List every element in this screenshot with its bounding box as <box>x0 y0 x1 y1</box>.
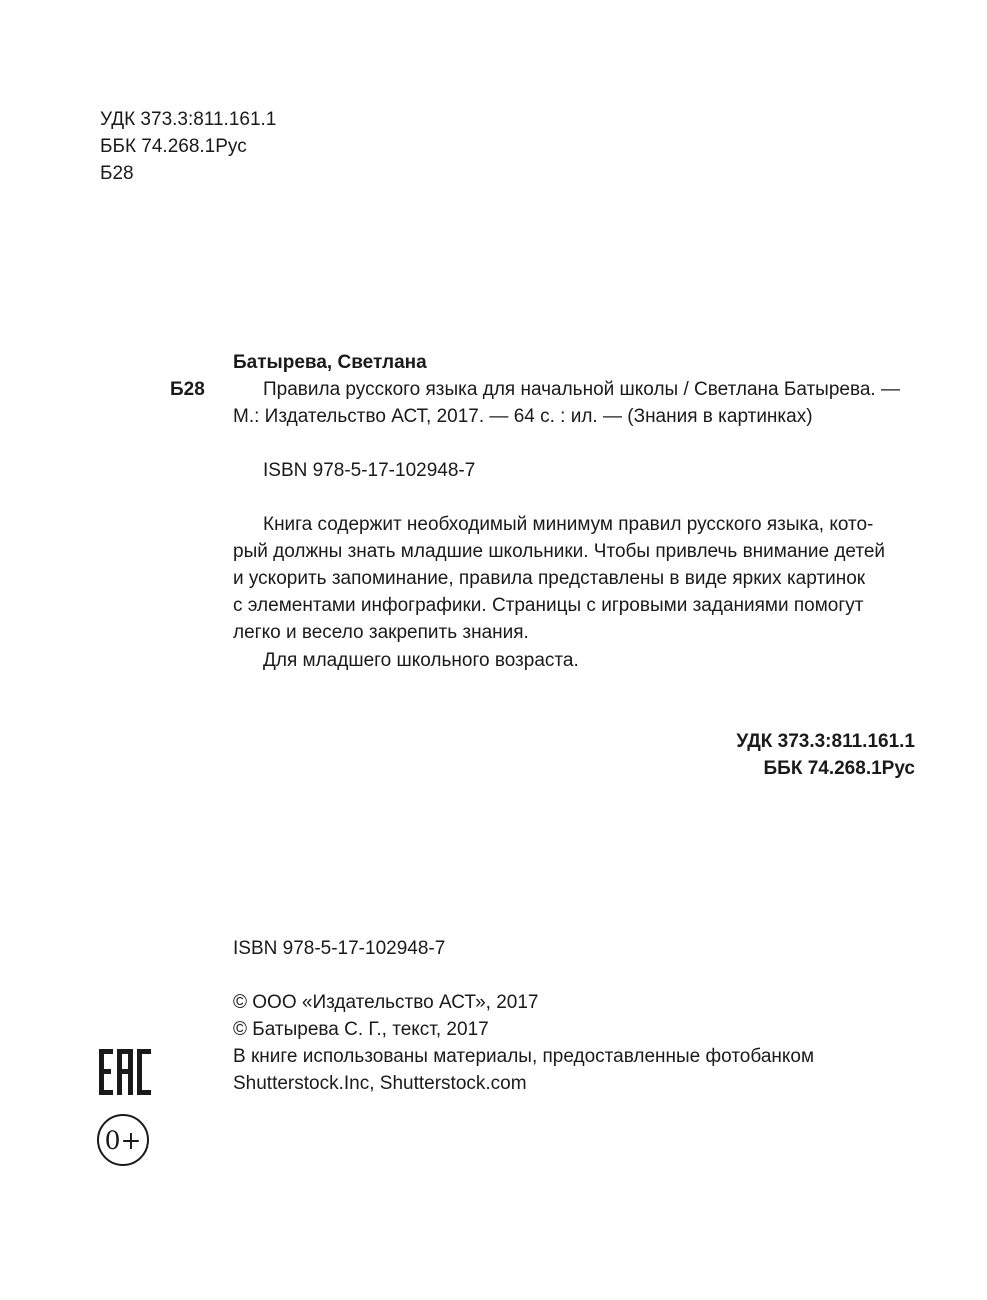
udk-code: УДК 373.3:811.161.1 <box>100 109 277 130</box>
annotation-line: рый должны знать младшие школьники. Чтобы привлечь внимание детей <box>233 541 886 562</box>
annotation-line: Книга содержит необходимый минимум правил русского языка, кото- <box>263 514 874 535</box>
catalog-bbk-code: ББК 74.268.1Рус <box>763 758 915 779</box>
annotation-line: и ускорить запоминание, правила представлены в виде ярких картинок <box>233 568 866 589</box>
catalog-audience: Для младшего школьного возраста. <box>263 650 579 671</box>
eac-mark-icon <box>97 1047 153 1097</box>
description-line: М.: Издательство АСТ, 2017. — 64 с. : ил. — (Знания в картинках) <box>233 406 813 427</box>
copyright-block <box>233 989 814 1097</box>
catalog-author: Батырева, Светлана <box>233 352 427 373</box>
description-line: Правила русского языка для начальной школы / Светлана Батырева. — <box>263 379 900 400</box>
photo-credit-line: В книге использованы материалы, предоставленные фотобанком <box>233 1046 815 1067</box>
annotation-line: с элементами инфографики. Страницы с игровыми заданиями помогут <box>233 595 864 616</box>
copyright-author: © Батырева С. Г., текст, 2017 <box>233 1019 489 1040</box>
catalog-classification-codes <box>736 728 915 782</box>
bbk-code: ББК 74.268.1Рус <box>100 136 247 157</box>
catalog-author-mark: Б28 <box>170 379 205 400</box>
catalog-annotation <box>233 511 915 646</box>
author-mark-code: Б28 <box>100 163 134 184</box>
footer-isbn: ISBN 978-5-17-102948-7 <box>233 938 446 959</box>
age-rating-badge <box>96 1113 150 1167</box>
catalog-isbn: ISBN 978-5-17-102948-7 <box>263 460 476 481</box>
catalog-description <box>233 376 915 430</box>
age-rating-text: 0+ <box>104 1126 142 1155</box>
copyright-publisher: © ООО «Издательство АСТ», 2017 <box>233 992 539 1013</box>
catalog-udk-code: УДК 373.3:811.161.1 <box>736 731 915 752</box>
photo-credit-line: Shutterstock.Inc, Shutterstock.com <box>233 1073 527 1094</box>
annotation-line: легко и весело закрепить знания. <box>233 622 529 643</box>
top-classification-codes <box>100 106 276 187</box>
